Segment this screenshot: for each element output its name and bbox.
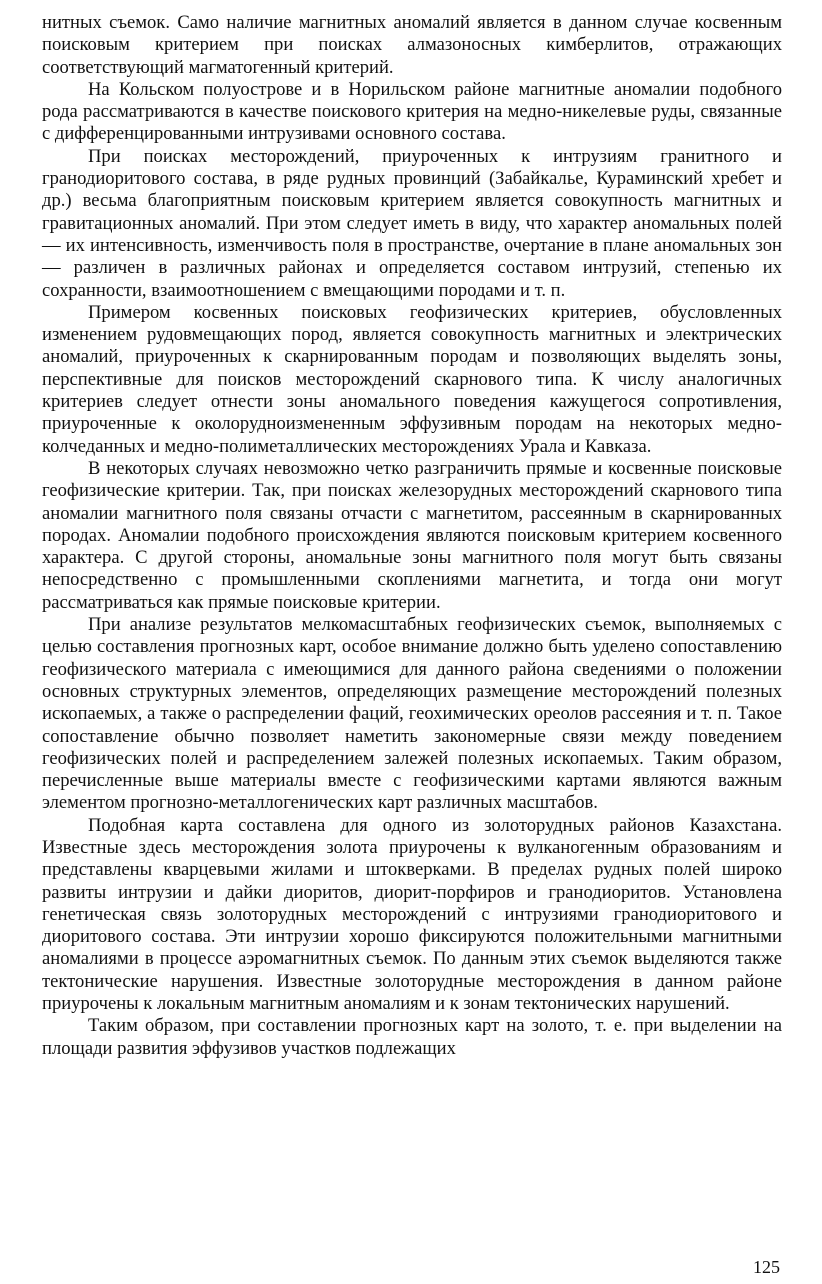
paragraph-continuation: нитных съемок. Само наличие магнитных аномалий является в данном случае косвенным поисковым критерием при поисках алмазоносных кимберлитов, отражающих соответствующий магматогенный критерий. xyxy=(42,12,782,78)
paragraph-kazakhstan-gold: Подобная карта составлена для одного из золоторудных районов Казахстана. Известные здесь месторождения золота приурочены к вулканогенным образованиям и представлены кварцевыми жилами и штокверками. В пределах рудных полей широко развиты интрузии и дайки диоритов, диорит-порфиров и гранодиоритов. Установлена генетическая связь золоторудных месторождений с интрузиями гранодиоритового и диоритового состава. Эти интрузии хорошо фиксируются положительными магнитными аномалиями в процессе аэромагнитных съемок. По данным этих съемок выделяются также тектонические нарушения. Известные золоторудные месторождения в данном районе приурочены к локальным магнитным аномалиям и к зонам тектонических нарушений. xyxy=(42,814,782,1015)
paragraph-direct-vs-indirect: В некоторых случаях невозможно четко разграничить прямые и косвенные поисковые геофизические критерии. Так, при поисках железорудных месторождений скарнового типа аномалии магнитного поля связаны отчасти с магнетитом, рассеянным в скарнированных породах. Аномалии подобного происхождения являются поисковым критерием косвенного характера. С другой стороны, аномальные зоны магнитного поля могут быть связаны непосредственно с промышленными скоплениями магнетита, и тогда они могут рассматриваться как прямые поисковые критерии. xyxy=(42,457,782,613)
paragraph-indirect-criteria: Примером косвенных поисковых геофизических критериев, обусловленных изменением рудовмещающих пород, является совокупность магнитных и электрических аномалий, приуроченных к скарнированным породам и позволяющих выделять зоны, перспективные для поисков месторождений скарнового типа. К числу аналогичных критериев следует отнести зоны аномального поведения кажущегося сопротивления, приуроченные к околорудноизмененным эффузивным породам на некоторых медно-колчеданных и медно-полиметаллических месторождениях Урала и Кавказа. xyxy=(42,301,782,457)
page-number: 125 xyxy=(753,1256,780,1277)
paragraph-small-scale-surveys: При анализе результатов мелкомасштабных геофизических съемок, выполняемых с целью составления прогнозных карт, особое внимание должно быть уделено сопоставлению геофизического материала с имеющимися для данного района сведениями о положении основных структурных элементов, определяющих размещение месторождений полезных ископаемых, а также о распределении фаций, геохимических ореолов рассеяния и т. п. Такое сопоставление обычно позволяет наметить закономерные связи между поведением геофизических полей и распределением залежей полезных ископаемых. Таким образом, перечисленные выше материалы вместе с геофизическими картами являются важным элементом прогнозно-металлогенических карт различных масштабов. xyxy=(42,614,782,814)
paragraph-granite-intrusions: При поисках месторождений, приуроченных к интрузиям гранитного и гранодиоритового состава, в ряде рудных провинций (Забайкалье, Кураминский хребет и др.) весьма благоприятным поисковым критерием является совокупность магнитных и гравитационных аномалий. При этом следует иметь в виду, что характер аномальных полей — их интенсивность, изменчивость поля в пространстве, очертание в плане аномальных зон — различен в различных районах и определяется составом интрузий, степенью их сохранности, взаимоотношением с вмещающими породами и т. п. xyxy=(42,145,782,301)
paragraph-kola-norilsk: На Кольском полуострове и в Норильском районе магнитные аномалии подобного рода рассматриваются в качестве поискового критерия на медно-никелевые руды, связанные с дифференцированными интрузивами основного состава. xyxy=(42,78,782,145)
paragraph-forecast-maps: Таким образом, при составлении прогнозных карт на золото, т. е. при выделении на площади развития эффузивов участков подлежащих xyxy=(42,1015,782,1059)
